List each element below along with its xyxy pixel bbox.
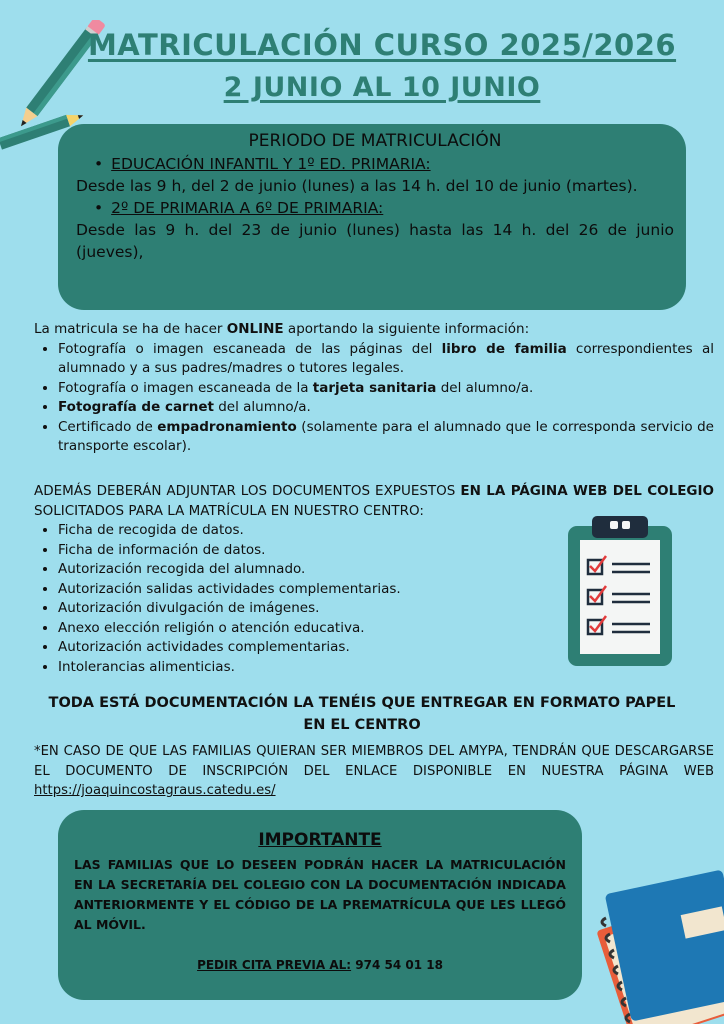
list-item: • Certificado de empadronamiento (solamente para el alumnado que le corresponda servicio de transporte escolar). [58,418,714,457]
important-text: LAS FAMILIAS QUE LO DESEEN PODRÁN HACER LA MATRICULACIÓN EN LA SECRETARÍA DEL COLEGIO CON LA DOCUMENTACIÓN INDICADA ANTERIORMENTE Y EL CÓDIGO DE LA PREMATRÍCULA QUE LES LLEGÓ AL MÓVIL. [74,857,566,932]
list-item: • Ficha de recogida de datos. [58,521,714,541]
list-item: • Intolerancias alimenticias. [58,658,714,678]
list-item: • Fotografía de carnet del alumno/a. [58,398,714,418]
page-subtitle-dates: 2 JUNIO AL 10 JUNIO [223,72,541,103]
notebooks-icon [592,862,724,1024]
phone-number: 974 54 01 18 [351,958,443,972]
period-group2-text: Desde las 9 h. del 23 de junio (lunes) hasta las 14 h. del 26 de junio (jueves), [76,221,674,261]
page-title: MATRICULACIÓN CURSO 2025/2026 [87,28,677,62]
list-item: • Fotografía o imagen escaneada de la tarjeta sanitaria del alumno/a. [58,379,714,399]
list-item: • Autorización actividades complementarias. [58,638,714,658]
period-title: PERIODO DE MATRICULACIÓN [248,131,502,151]
online-list [34,340,714,457]
online-intro: La matricula se ha de hacer ONLINE aportando la siguiente información: [34,321,530,337]
amypa-note: *EN CASO DE QUE LAS FAMILIAS QUIERAN SER MIEMBROS DEL AMYPA, TENDRÁN QUE DESCARGARSE EL DOCUMENTO DE INSCRIPCIÓN DEL ENLACE DISPONIBLE EN NUESTRA PÁGINA WEB https://joaquincostagraus.catedu.es/ [34,744,714,798]
important-title: IMPORTANTE [258,830,382,850]
school-website-link[interactable]: https://joaquincostagraus.catedu.es/ [34,783,276,798]
period-group2-label: • 2º DE PRIMARIA A 6º DE PRIMARIA: [76,197,674,219]
important-box [58,810,582,1000]
online-requirements [34,320,714,457]
enrollment-period-box [58,124,686,310]
list-item: • Autorización divulgación de imágenes. [58,599,714,619]
web-docs-intro: ADEMÁS DEBERÁN ADJUNTAR LOS DOCUMENTOS EXPUESTOS EN LA PÁGINA WEB DEL COLEGIO SOLICITADOS PARA LA MATRÍCULA EN NUESTRO CENTRO: [34,483,714,519]
list-item: • Autorización salidas actividades complementarias. [58,580,714,600]
period-group1-label: • EDUCACIÓN INFANTIL Y 1º ED. PRIMARIA: [76,153,674,175]
period-group1-text: Desde las 9 h, del 2 de junio (lunes) a las 14 h. del 10 de junio (martes). [76,177,638,195]
paper-delivery-notice: TODA ESTÁ DOCUMENTACIÓN LA TENÉIS QUE ENTREGAR EN FORMATO PAPEL EN EL CENTRO [48,695,676,733]
list-item: • Autorización recogida del alumnado. [58,560,714,580]
appointment-line: PEDIR CITA PREVIA AL: 974 54 01 18 [197,958,443,972]
list-item: • Fotografía o imagen escaneada de las páginas del libro de familia correspondientes al alumnado y a sus padres/madres o tutores legales. [58,340,714,379]
clipboard-checklist-icon [566,514,674,668]
list-item: • Anexo elección religión o atención educativa. [58,619,714,639]
list-item: • Ficha de información de datos. [58,541,714,561]
